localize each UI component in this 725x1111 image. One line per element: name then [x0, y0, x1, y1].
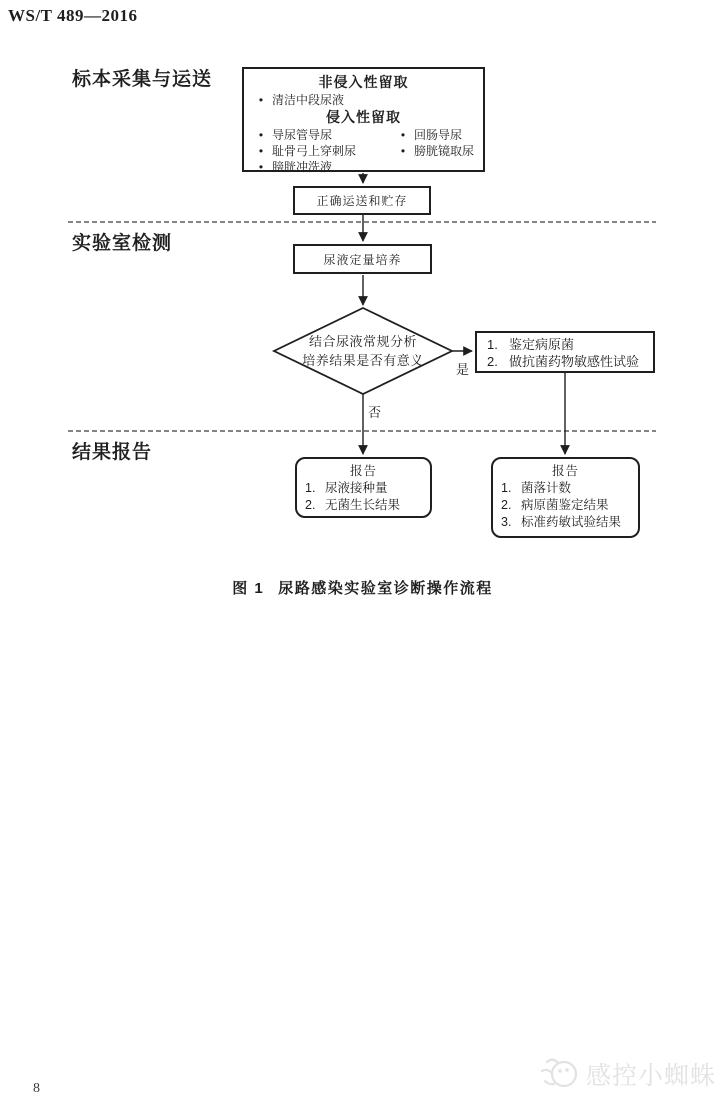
list-item-number: 2. — [305, 498, 316, 512]
list-item — [250, 159, 392, 175]
watermark-text: 感控小蜘蛛 — [586, 1062, 717, 1090]
spider-icon — [538, 1055, 580, 1093]
report-box-negative — [295, 457, 432, 518]
list-item-label: 菌落计数 — [521, 481, 572, 495]
doc-code: WS/T 489—2016 — [8, 6, 138, 25]
list-item-label: 标准药敏试验结果 — [521, 515, 622, 529]
list-item — [303, 480, 424, 497]
bullet-icon: • — [400, 128, 406, 142]
transport-storage-box — [293, 186, 431, 215]
invasive-left-column — [250, 127, 392, 175]
invasive-columns — [250, 127, 477, 175]
list-item — [499, 514, 632, 531]
decision-line-1: 结合尿液常规分析 — [308, 334, 417, 349]
list-item — [499, 497, 632, 514]
list-item-label: 病原菌鉴定结果 — [521, 498, 609, 512]
list-item — [303, 497, 424, 514]
list-item-label: 膀胱镜取尿 — [414, 144, 475, 158]
branch-label-no: 否 — [368, 405, 382, 420]
page-number: 8 — [33, 1081, 40, 1096]
noninvasive-title: 非侵入性留取 — [318, 74, 409, 90]
list-item-label: 耻骨弓上穿刺尿 — [272, 144, 357, 158]
pathogen-id-box — [475, 331, 655, 373]
bullet-icon: • — [258, 144, 264, 158]
decision-diamond-text — [278, 332, 448, 370]
decision-line-2: 培养结果是否有意义 — [302, 353, 424, 368]
bullet-icon: • — [258, 160, 264, 174]
list-item-label: 导尿管导尿 — [272, 128, 333, 142]
report-box-positive — [491, 457, 640, 538]
list-item-number: 3. — [501, 515, 512, 529]
invasive-title: 侵入性留取 — [326, 109, 401, 125]
list-item-number: 1. — [501, 481, 512, 495]
list-item — [392, 127, 477, 143]
figure-caption-number: 图 1 — [232, 580, 265, 597]
list-item-label: 做抗菌药物敏感性试验 — [509, 354, 640, 369]
bullet-icon: • — [400, 144, 406, 158]
bullet-icon: • — [258, 128, 264, 142]
quantitative-culture-label: 尿液定量培养 — [323, 252, 402, 267]
list-item-label: 膀胱冲洗液 — [272, 160, 333, 174]
list-item — [483, 336, 647, 353]
list-item-number: 1. — [305, 481, 316, 495]
bullet-icon: • — [258, 93, 264, 107]
list-item — [250, 127, 392, 143]
list-item — [250, 92, 477, 108]
list-item-number: 2. — [501, 498, 512, 512]
transport-storage-label: 正确运送和贮存 — [316, 194, 408, 208]
section-label-lab: 实验室检测 — [72, 233, 173, 254]
section-label-report: 结果报告 — [72, 442, 153, 463]
list-item — [499, 480, 632, 497]
list-item — [250, 143, 392, 159]
list-item-number: 2. — [487, 354, 498, 369]
invasive-right-column — [392, 127, 477, 175]
list-item-number: 1. — [487, 337, 498, 352]
list-item-label: 无菌生长结果 — [325, 498, 401, 512]
branch-label-yes: 是 — [456, 362, 470, 377]
watermark — [538, 1055, 716, 1093]
list-item-label: 尿液接种量 — [325, 481, 388, 495]
list-item-label: 清洁中段尿液 — [272, 93, 345, 107]
section-label-collection: 标本采集与运送 — [72, 69, 213, 90]
figure-caption-title: 尿路感染实验室诊断操作流程 — [278, 580, 493, 597]
report-title: 报告 — [349, 464, 377, 478]
list-item — [483, 353, 647, 370]
list-item-label: 鉴定病原菌 — [509, 337, 575, 352]
list-item — [392, 143, 477, 159]
quantitative-culture-box — [293, 244, 432, 274]
report-title: 报告 — [551, 464, 579, 478]
figure-caption — [0, 577, 725, 598]
list-item-label: 回肠导尿 — [414, 128, 463, 142]
collection-methods-box — [242, 67, 485, 172]
